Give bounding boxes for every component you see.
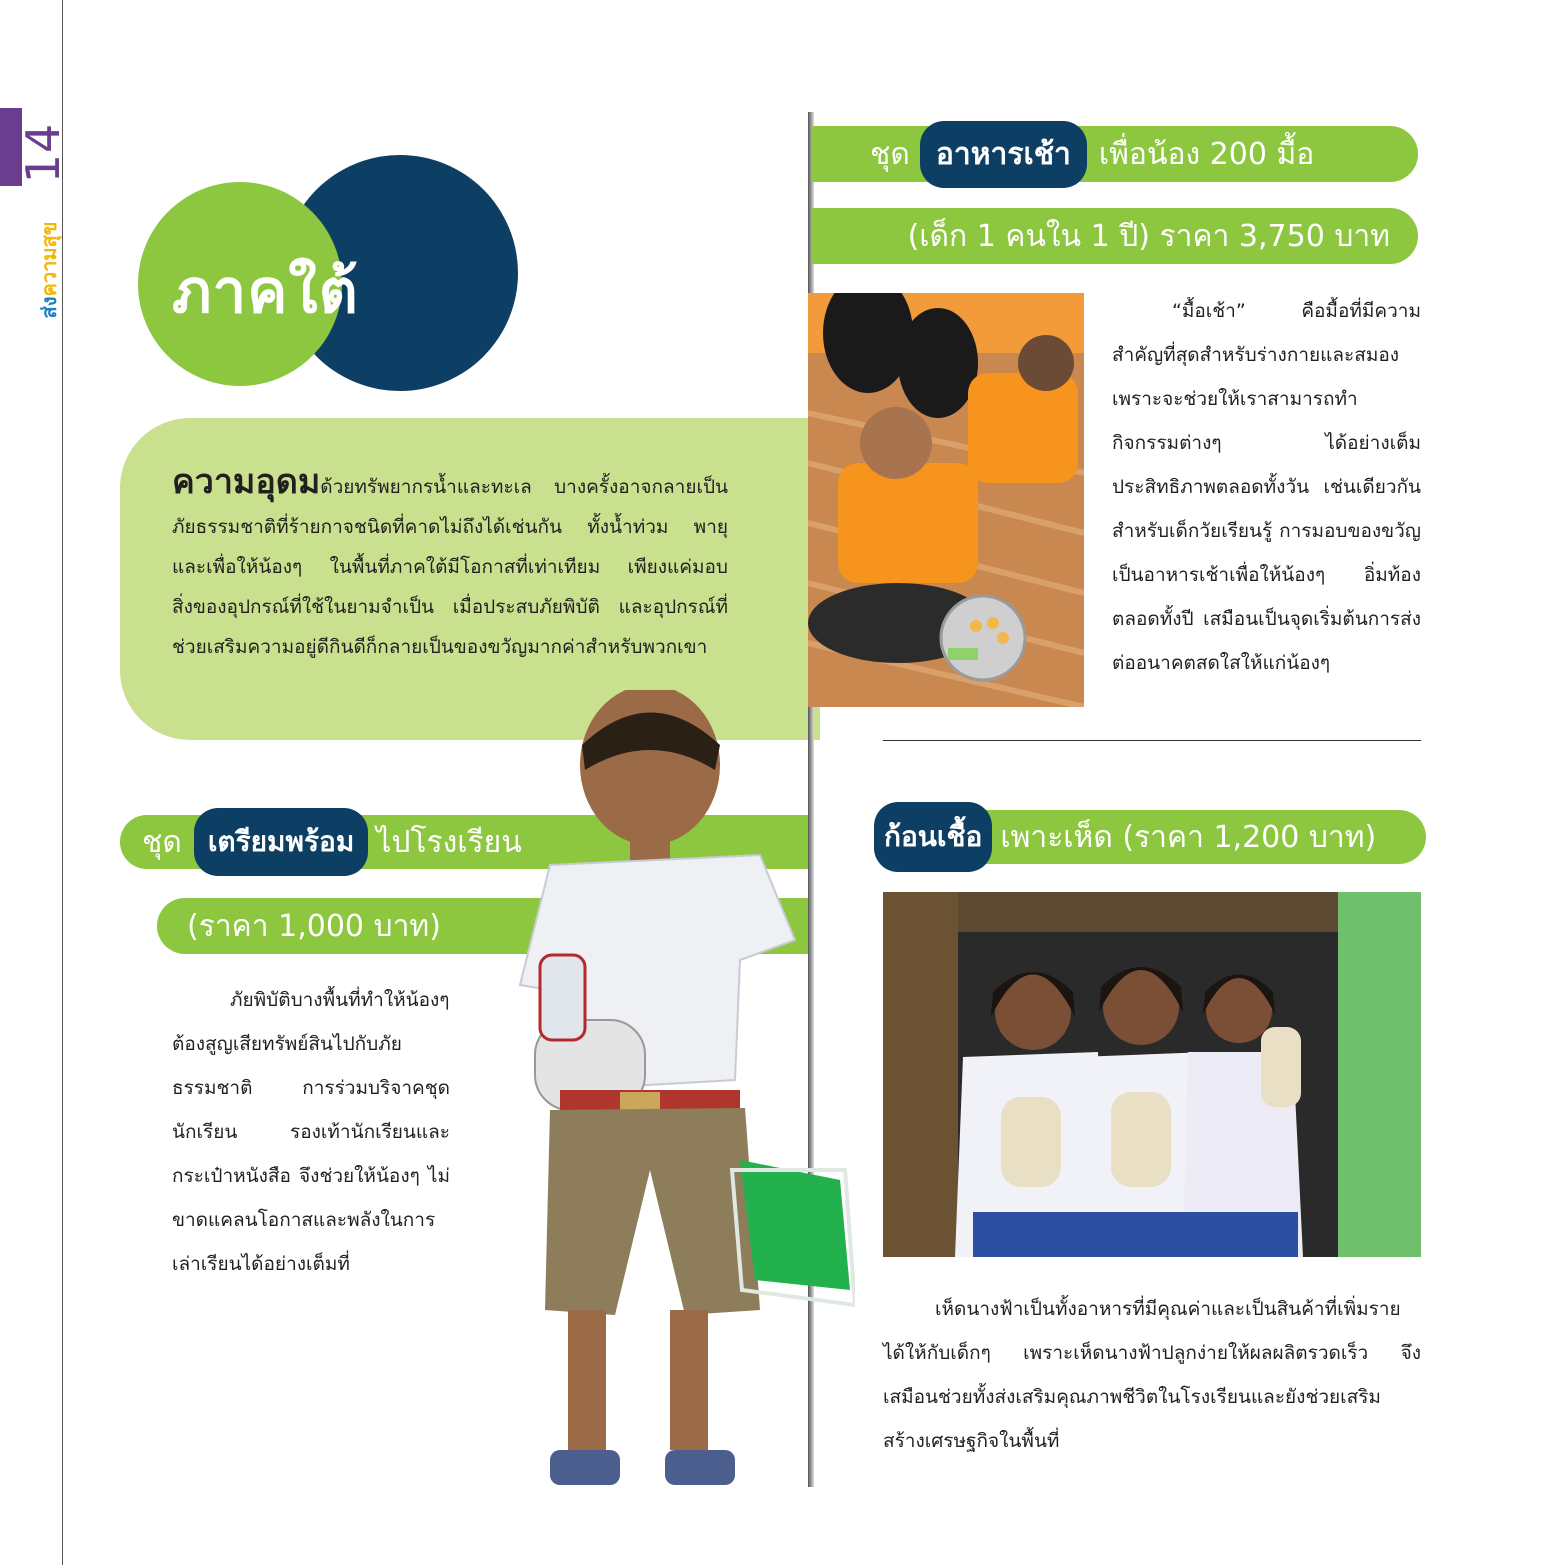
breakfast-title-bar [812,126,1418,182]
breakfast-highlight: อาหารเช้า [920,121,1087,188]
page-number: 14 [16,122,70,184]
breakfast-suffix: เพื่อน้อง 200 มื้อ [1098,136,1315,172]
breakfast-prefix: ชุด [870,136,910,172]
intro-text: ด้วยทรัพยากรน้ำและทะเล บางครั้งอาจกลายเป็นภัยธรรมชาติที่ร้ายกาจชนิดที่คาดไม่ถึงได้เช่นกัน ทั้งน้ำท่วม พายุ และเพื่อให้น้องๆ ในพื้นที่ภาคใต้มีโอกาสที่เท่าเทียม เพียงแค่มอบสิ่งของอุปกรณ์ที่ใช้ในยามจำเป็น เมื่อประสบภัยพิบัติ และอุปกรณ์ที่ช่วยเสริมความอยู่ดีกินดีก็กลายเป็นของขวัญมากค่าสำหรับพวกเขา [172,476,728,658]
school-prefix: ชุด [142,824,182,860]
school-highlight: เตรียมพร้อม [194,808,368,876]
section-label-b: ความสุข [37,221,61,297]
region-title [172,244,359,339]
section-label-a: ส่ง [37,296,61,319]
mushroom-suffix: เพาะเห็ด (ราคา 1,200 บาท) [1000,819,1377,855]
school-suffix: ไปโรงเรียน [376,824,522,860]
section-label [34,215,64,325]
intro-paragraph [172,462,728,667]
mushroom-photo [883,892,1421,1257]
mushroom-body: เห็ดนางฟ้าเป็นทั้งอาหารที่มีคุณค่าและเป็นสินค้าที่เพิ่มรายได้ให้กับเด็กๆ เพราะเห็ดนางฟ้าปลูกง่ายให้ผลผลิตรวดเร็ว จึงเสมือนช่วยทั้งส่งเสริมคุณภาพชีวิตในโรงเรียนและยังช่วยเสริมสร้างเศรษฐกิจในพื้นที่ [883,1298,1421,1452]
school-price: (ราคา 1,000 บาท) [187,908,441,944]
intro-lead: ความอุดม [172,462,321,502]
breakfast-price: (เด็ก 1 คนใน 1 ปี) ราคา 3,750 บาท [907,218,1390,254]
region-title-b: ใต้ [288,257,359,327]
breakfast-photo [808,293,1084,707]
breakfast-body: “มื้อเช้า” คือมื้อที่มีความสำคัญที่สุดสำหรับร่างกายและสมอง เพราะจะช่วยให้เราสามารถทำกิจกรรมต่างๆ ได้อย่างเต็มประสิทธิภาพตลอดทั้งวัน เช่นเดียวกันสำหรับเด็กวัยเรียนรู้ การมอบของขวัญเป็นอาหารเช้าเพื่อให้น้องๆ อิ่มท้องตลอดทั้งปี เสมือนเป็นจุดเริ่มต้นการส่งต่ออนาคตสดใสให้แก่น้องๆ [1112,300,1421,674]
region-title-a: ภาค [172,257,289,327]
section-divider [883,740,1421,741]
school-boy-photo [510,690,855,1525]
school-body: ภัยพิบัติบางพื้นที่ทำให้น้องๆ ต้องสูญเสียทรัพย์สินไปกับภัยธรรมชาติ การร่วมบริจาคชุดนักเรียน รองเท้านักเรียนและกระเป๋าหนังสือ จึงช่วยให้น้องๆ ไม่ขาดแคลนโอกาสและพลังในการเล่าเรียนได้อย่างเต็มที่ [172,989,450,1275]
breakfast-price-bar [812,208,1418,264]
mushroom-highlight: ก้อนเชื้อ [874,802,992,872]
mushroom-title-bar [874,810,1426,864]
